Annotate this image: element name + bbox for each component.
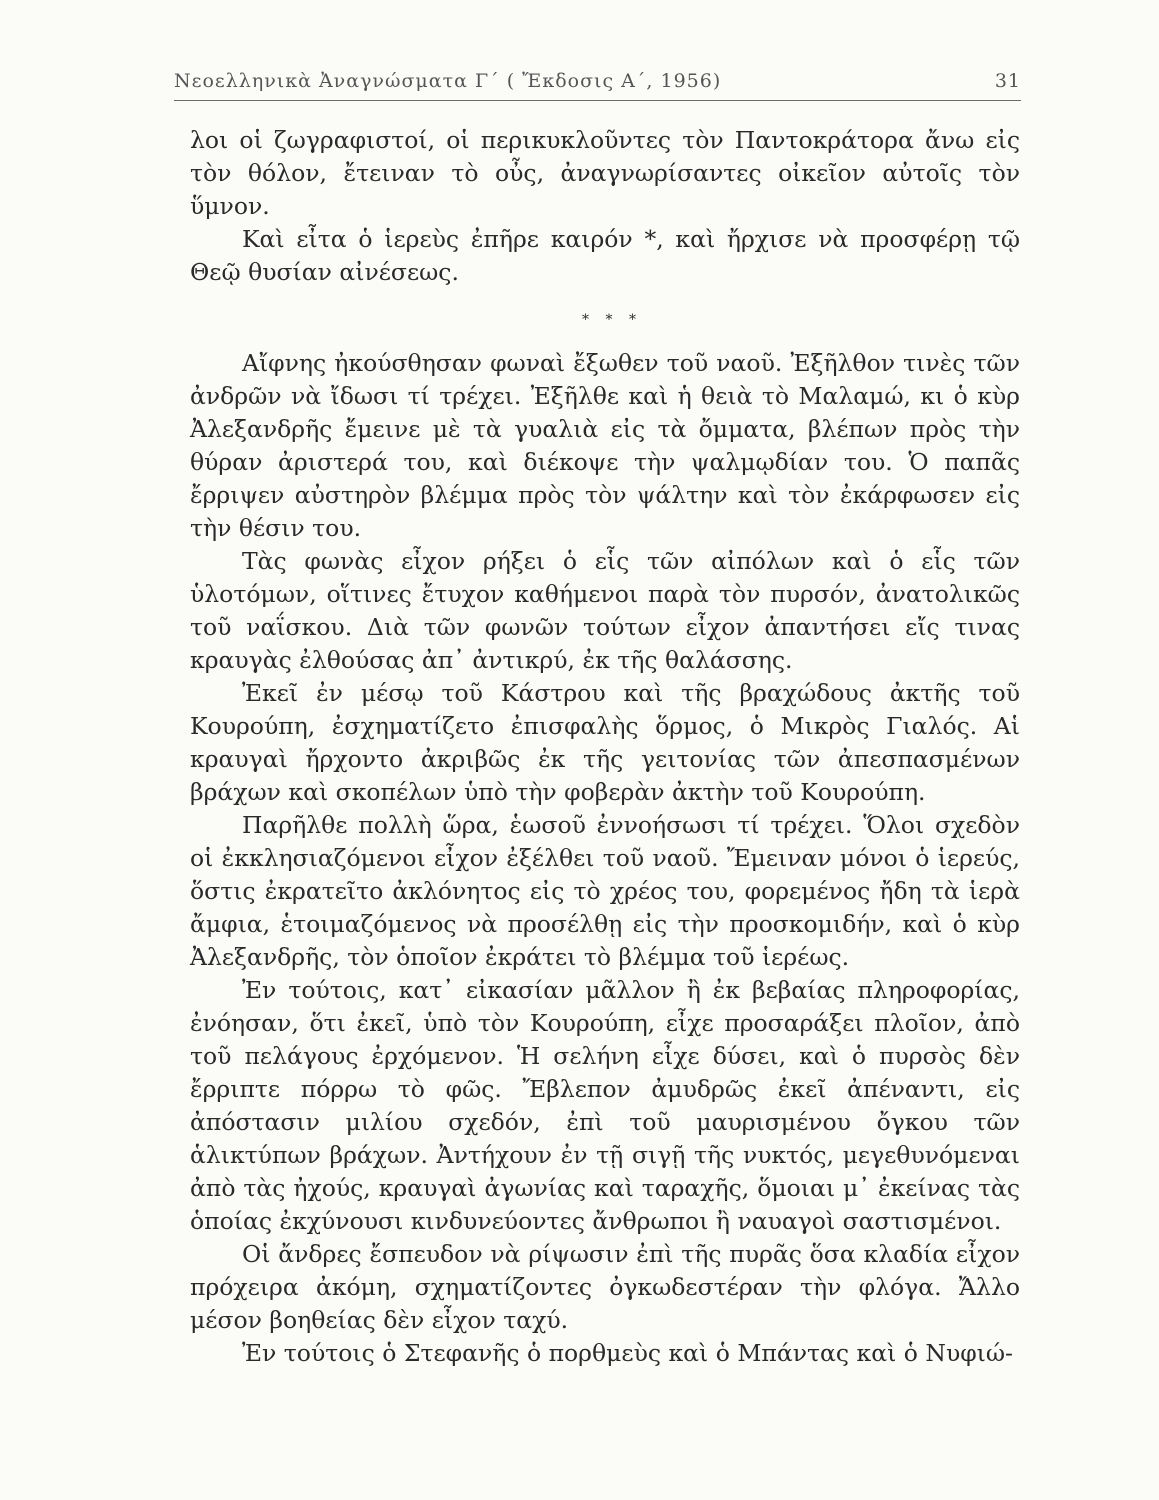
running-head [174, 62, 1021, 100]
paragraph: Οἱ ἄνδρες ἔσπευδον νὰ ρίψωσιν ἐπὶ τῆς πυρᾶς ὅσα κλαδία εἶχον πρόχειρα ἀκόμη, σχηματίζοντες ὀγκωδεστέραν τὴν φλόγα. Ἄλλο μέσον βοηθείας δὲν εἶχον ταχύ. [190, 1240, 1020, 1334]
running-head-title: Νεοελληνικὰ Ἀναγνώσματα Γ΄ ( Ἔκδοσις Α΄, 1956) [174, 70, 722, 92]
section-break-asterism: * * * [582, 312, 642, 328]
paragraph: Παρῆλθε πολλὴ ὥρα, ἑωσοῦ ἐννοήσωσι τί τρέχει. Ὅλοι σχεδὸν οἱ ἐκκλησιαζόμενοι εἶχον ἐξέλθει τοῦ ναοῦ. Ἔμειναν μόνοι ὁ ἱερεύς, ὅστις ἐκρατεῖτο ἀκλόνητος εἰς τὸ χρέος του, φορεμένος ἤδη τὰ ἱερὰ ἄμφια, ἑτοιμαζόμενος νὰ προσέλθῃ εἰς τὴν προσκομιδήν, καὶ ὁ κὺρ Ἀλεξανδρῆς, τὸν ὁποῖον ἐκράτει τὸ βλέμμα τοῦ ἱερέως. [190, 811, 1020, 971]
paragraph: Ἐκεῖ ἐν μέσῳ τοῦ Κάστρου καὶ τῆς βραχώδους ἀκτῆς τοῦ Κουρούπη, ἐσχηματίζετο ἐπισφαλὴς ὅρμος, ὁ Μικρὸς Γιαλός. Αἱ κραυγαὶ ἤρχοντο ἀκριβῶς ἐκ τῆς γειτονίας τῶν ἀπεσπασμένων βράχων καὶ σκοπέλων ὑπὸ τὴν φοβερὰν ἀκτὴν τοῦ Κουρούπη. [190, 679, 1020, 806]
paragraph: Ἐν τούτοις ὁ Στεφανῆς ὁ πορθμεὺς καὶ ὁ Μπάντας καὶ ὁ Νυφιώ- [242, 1339, 1014, 1367]
paragraph: Καὶ εἶτα ὁ ἱερεὺς ἐπῆρε καιρόν *, καὶ ἤρχισε νὰ προσφέρῃ τῷ Θεῷ θυσίαν αἰνέσεως. [190, 225, 1020, 286]
page-number: 31 [994, 70, 1021, 92]
paragraph: Ἐν τούτοις, κατ᾽ εἰκασίαν μᾶλλον ἢ ἐκ βεβαίας πληροφορίας, ἐνόησαν, ὅτι ἐκεῖ, ὑπὸ τὸν Κουρούπη, εἶχε προσαράξει πλοῖον, ἀπὸ τοῦ πελάγους ἐρχόμενον. Ἡ σελήνη εἶχε δύσει, καὶ ὁ πυρσὸς δὲν ἔρριπτε πόρρω τὸ φῶς. Ἔβλεπον ἀμυδρῶς ἐκεῖ ἀπέναντι, εἰς ἀπόστασιν μιλίου σχεδόν, ἐπὶ τοῦ μαυρισμένου ὄγκου τῶν ἁλικτύπων βράχων. Ἀντήχουν ἐν τῇ σιγῇ τῆς νυκτός, μεγεθυνόμεναι ἀπὸ τὰς ἠχούς, κραυγαὶ ἀγωνίας καὶ ταραχῆς, ὅμοιαι μ᾽ ἐκείνας τὰς ὁποίας ἐκχύνουσι κινδυνεύοντες ἄνθρωποι ἢ ναυαγοὶ σαστισμένοι. [190, 976, 1020, 1235]
header-rule [174, 100, 1021, 101]
paragraph: Τὰς φωνὰς εἶχον ρήξει ὁ εἷς τῶν αἰπόλων καὶ ὁ εἷς τῶν ὑλοτόμων, οἵτινες ἔτυχον καθήμενοι παρὰ τὸν πυρσόν, ἀνατολικῶς τοῦ ναΐσκου. Διὰ τῶν φωνῶν τούτων εἶχον ἀπαντήσει εἴς τινας κραυγὰς ἐλθούσας ἀπ᾽ ἀντικρύ, ἐκ τῆς θαλάσσης. [190, 547, 1020, 674]
paragraph: Αἴφνης ἠκούσθησαν φωναὶ ἔξωθεν τοῦ ναοῦ. Ἐξῆλθον τινὲς τῶν ἀνδρῶν νὰ ἴδωσι τί τρέχει. Ἐξῆλθε καὶ ἡ θειὰ τὸ Μαλαμώ, κι ὁ κὺρ Ἀλεξανδρῆς ἔμεινε μὲ τὰ γυαλιὰ εἰς τὰ ὄμματα, βλέπων πρὸς τὴν θύραν ἀριστερά του, καὶ διέκοψε τὴν ψαλμῳδίαν του. Ὁ παπᾶς ἔρριψεν αὐστηρὸν βλέμμα πρὸς τὸν ψάλτην καὶ τὸν ἐκάρφωσεν εἰς τὴν θέσιν του. [190, 349, 1020, 542]
body-text [190, 124, 1020, 1370]
paragraph-continuation: λοι οἱ ζωγραφιστοί, οἱ περικυκλοῦντες τὸν Παντοκράτορα ἄνω εἰς τὸν θόλον, ἔτειναν τὸ οὖς, ἀναγνωρίσαντες οἰκεῖον αὐτοῖς τὸν ὕμνον. [190, 126, 1020, 220]
